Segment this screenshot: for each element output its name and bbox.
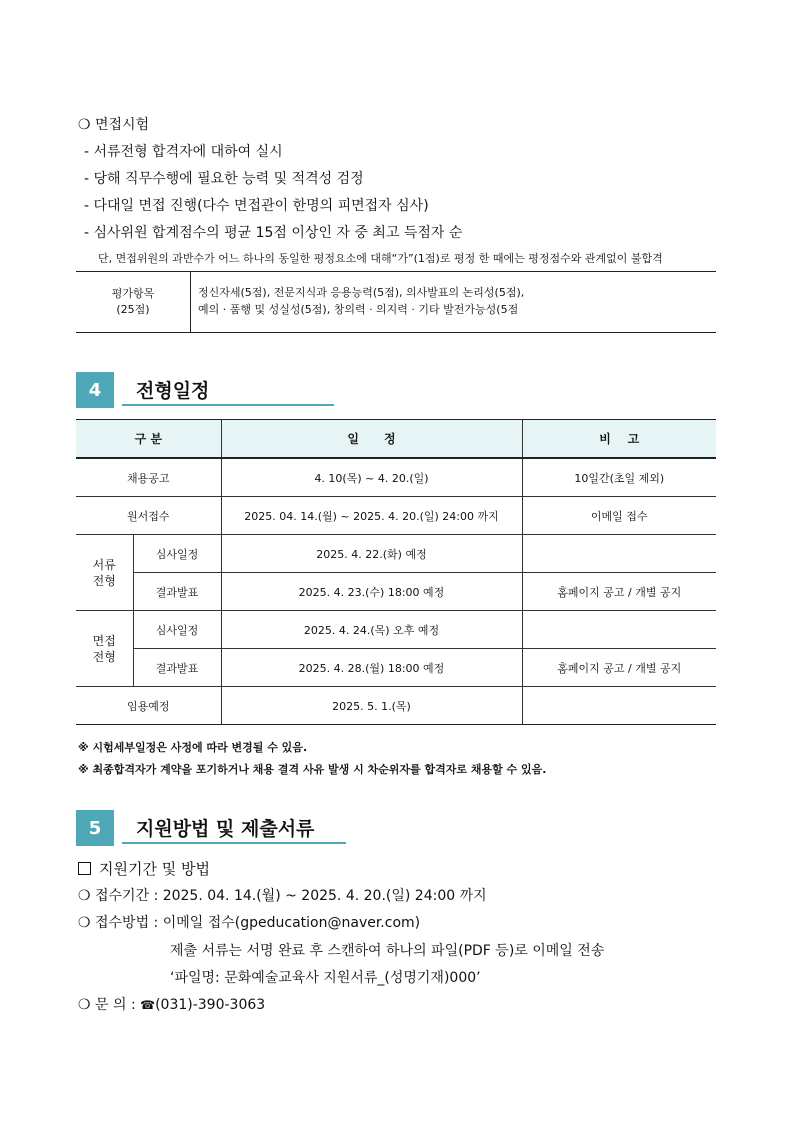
table-row [76, 611, 716, 649]
group-document-screening: 서류 전형 [76, 535, 133, 611]
apply-period: ❍ 접수기간 : 2025. 04. 14.(월) ~ 2025. 4. 20.(일) 24:00 까지 [78, 888, 487, 904]
table-row [76, 458, 716, 497]
table-row [76, 649, 716, 687]
table-row [76, 497, 716, 535]
interview-item-4: - 심사위원 합계점수의 평균 15점 이상인 자 중 최고 득점자 순 [84, 225, 463, 241]
interview-item-3: - 다대일 면접 진행(다수 면접관이 한명의 피면접자 심사) [84, 198, 429, 214]
row-label: 원서접수 [76, 497, 221, 535]
header-category: 구 분 [76, 420, 221, 459]
row-remarks: 홈페이지 공고 / 개별 공지 [522, 573, 716, 611]
row-remarks [522, 687, 716, 725]
contact-label: ❍ 문 의 : [78, 997, 141, 1013]
row-remarks [522, 535, 716, 573]
row-label: 결과발표 [133, 573, 221, 611]
row-schedule: 2025. 4. 24.(목) 오후 예정 [221, 611, 522, 649]
phone-icon: ☎ [140, 998, 156, 1012]
table-row [76, 687, 716, 725]
interview-item-2: - 당해 직무수행에 필요한 능력 및 적격성 검정 [84, 171, 364, 187]
evaluation-items [198, 284, 524, 318]
interview-note: 단, 면접위원의 과반수가 어느 하나의 동일한 평정요소에 대해“가”(1점)로 평정 한 때에는 평정점수와 관계없이 불합격 [98, 252, 663, 265]
apply-method: ❍ 접수방법 : 이메일 접수(gpeducation@naver.com) [78, 915, 421, 931]
section-4-underline [122, 404, 334, 406]
section-5-number: 5 [76, 810, 114, 846]
apply-method-detail-1: 제출 서류는 서명 완료 후 스캔하여 하나의 파일(PDF 등)로 이메일 전송 [170, 943, 605, 959]
section-4-title: 전형일정 [136, 380, 210, 402]
apply-contact [78, 994, 265, 1014]
row-remarks [522, 611, 716, 649]
schedule-header-row [76, 420, 716, 459]
row-schedule: 4. 10(목) ~ 4. 20.(일) [221, 458, 522, 497]
header-schedule: 일 정 [221, 420, 522, 459]
evaluation-label-points: (25점) [116, 303, 150, 316]
row-schedule: 2025. 4. 28.(월) 18:00 예정 [221, 649, 522, 687]
contact-phone: (031)-390-3063 [155, 997, 266, 1013]
row-label: 임용예정 [76, 687, 221, 725]
schedule-table [76, 419, 716, 725]
row-remarks: 10일간(초일 제외) [522, 458, 716, 497]
row-remarks: 이메일 접수 [522, 497, 716, 535]
schedule-note-2: ※ 최종합격자가 계약을 포기하거나 채용 결격 사유 발생 시 차순위자를 합격자로 채용할 수 있음. [78, 763, 547, 776]
section-5-header [76, 810, 356, 846]
evaluation-label [76, 272, 191, 332]
apply-method-detail-2: ‘파일명: 문화예술교육사 지원서류_(성명기재)000’ [170, 970, 481, 986]
interview-item-1: - 서류전형 합격자에 대하여 실시 [84, 144, 283, 160]
row-schedule: 2025. 4. 23.(수) 18:00 예정 [221, 573, 522, 611]
section-5-title: 지원방법 및 제출서류 [136, 818, 315, 840]
section-5-underline [122, 842, 346, 844]
table-row [76, 573, 716, 611]
row-label: 결과발표 [133, 649, 221, 687]
row-label: 채용공고 [76, 458, 221, 497]
evaluation-table [76, 271, 716, 333]
evaluation-label-title: 평가항목 [111, 287, 155, 300]
table-row [76, 535, 716, 573]
section-4-number: 4 [76, 372, 114, 408]
header-remarks: 비 고 [522, 420, 716, 459]
row-label: 심사일정 [133, 535, 221, 573]
row-remarks: 홈페이지 공고 / 개별 공지 [522, 649, 716, 687]
checkbox-square-icon [78, 862, 91, 875]
schedule-note-1: ※ 시험세부일정은 사정에 따라 변경될 수 있음. [78, 741, 308, 754]
evaluation-line-2: 예의 · 품행 및 성실성(5점), 창의력 · 의지력 · 기타 발전가능성(5점 [198, 303, 519, 316]
section-4-header [76, 372, 336, 408]
apply-subheading-text: 지원기간 및 방법 [99, 860, 210, 878]
row-schedule: 2025. 5. 1.(목) [221, 687, 522, 725]
row-schedule: 2025. 4. 22.(화) 예정 [221, 535, 522, 573]
group-interview-screening: 면접 전형 [76, 611, 133, 687]
interview-heading: ❍ 면접시험 [78, 117, 150, 133]
row-schedule: 2025. 04. 14.(월) ~ 2025. 4. 20.(일) 24:00 까지 [221, 497, 522, 535]
row-label: 심사일정 [133, 611, 221, 649]
apply-subheading [78, 858, 210, 879]
evaluation-line-1: 정신자세(5점), 전문지식과 응용능력(5점), 의사발표의 논리성(5점), [198, 286, 525, 299]
